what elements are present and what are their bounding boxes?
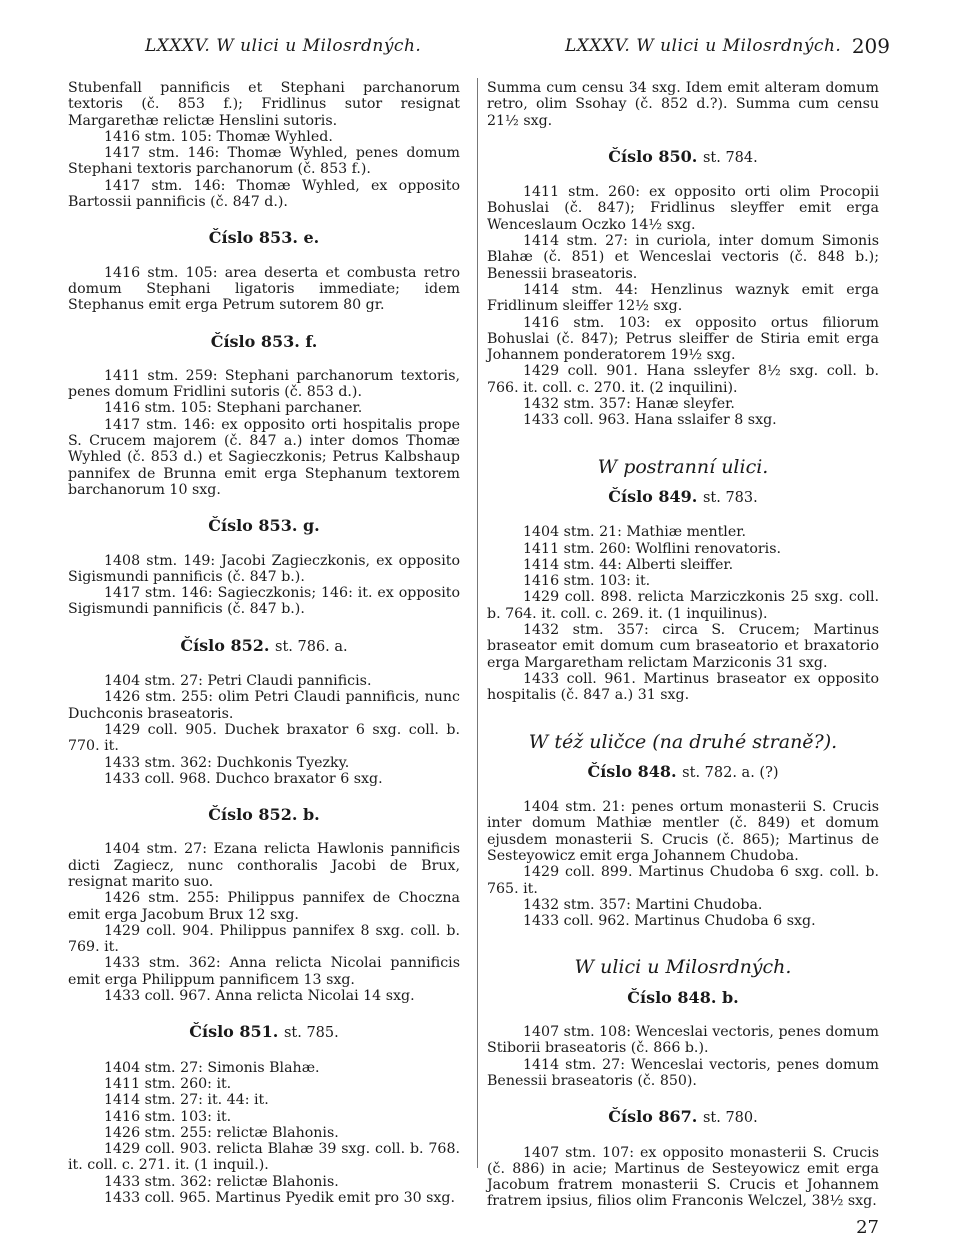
- entry: 1429 coll. 904. Philippus pannifex 8 sxg. coll. b. 769. it.: [68, 922, 460, 956]
- entry: 1417 stm. 146: Sagieczkonis; 146: it. ex opposito Sigismundi pannificis (č. 847 b.).: [68, 585, 460, 618]
- entry: 1433 coll. 961. Martinus braseator ex opposito hospitalis (č. 847 a.) 31 sxg.: [487, 670, 879, 704]
- column-divider: [477, 78, 478, 1168]
- entry: 1414 stm. 27: in curiola, inter domum Simonis Blahæ (č. 851) et Wenceslai vectoris (č. 848 b.); Benessii braseatoris.: [487, 233, 879, 282]
- entry: 1414 stm. 44: Alberti sleiffer.: [523, 556, 734, 573]
- entry: 1404 stm. 27: Ezana relicta Hawlonis pannificis dicti Zagiecz, nunc conthoralis Jacobi de Brux, resignat marito suo.: [68, 841, 460, 890]
- section-heading: [487, 486, 879, 506]
- street-heading: W též uličce (na druhé straně?).: [528, 730, 838, 753]
- street-heading: W ulici u Milosrdných.: [574, 956, 792, 979]
- entry: 1417 stm. 146: Thomæ Wyhled, penes domum Stephani textoris parchanorum (č. 853 f.).: [68, 145, 460, 178]
- entry: 1416 stm. 105: Stephani parchaner.: [104, 400, 363, 417]
- section-number: Číslo 851.: [189, 1022, 279, 1042]
- entry: 1411 stm. 259: Stephani parchanorum textoris, penes domum Fridlini sutoris (č. 853 d.).: [68, 367, 460, 401]
- entry: 1416 stm. 103: ex opposito ortus filiorum Bohuslai (č. 847); Petrus sleiffer de Stiria emit erga Johannem ponderatorem 19½ sxg.: [487, 314, 879, 364]
- entry: 1404 stm. 21: penes ortum monasterii S. Crucis inter domum Mathiæ mentler (č. 849) et domum ejusdem monasterii S. Crucis (č. 865); Martinus de Sesteyowicz emit erga Johannem Chudoba.: [487, 799, 879, 864]
- entry: 1404 stm. 27: Simonis Blahæ.: [104, 1059, 320, 1076]
- section-street-ref: st. 786. a.: [275, 638, 348, 655]
- section-heading: [487, 1109, 879, 1126]
- entry: 1433 stm. 362: relictæ Blahonis.: [104, 1173, 339, 1190]
- section-street-ref: st. 784.: [702, 149, 758, 166]
- entry: 1433 coll. 967. Anna relicta Nicolai 14 sxg.: [104, 988, 415, 1005]
- section-heading: Číslo 853. e.: [208, 228, 320, 248]
- entry: 1432 stm. 357: Hanæ sleyfer.: [523, 396, 735, 413]
- entry: 1414 stm. 27: it. 44: it.: [104, 1092, 269, 1109]
- entry: 1407 stm. 107: ex opposito monasterii S. Crucis (č. 886) in acie; Martinus de Sesteyowicz emit erga Jacobum fratrem monasterii S. Crucis et Johannem fratrem ipsius, filios olim Franconis Welczel, 38½ sxg.: [487, 1144, 879, 1210]
- section-number: Číslo 867.: [608, 1107, 698, 1127]
- section-number: Číslo 848.: [587, 761, 677, 781]
- entry: 1429 coll. 899. Martinus Chudoba 6 sxg. coll. b. 765. it.: [487, 864, 879, 897]
- street-heading: W postranní ulici.: [597, 455, 769, 478]
- entry: 1426 stm. 255: Philippus pannifex de Choczna emit erga Jacobum Brux 12 sxg.: [68, 890, 460, 923]
- entry: 1411 stm. 260: ex opposito orti olim Procopii Bohuslai (č. 847); Fridlinus sleyffer emit erga Wenceslaum Oczko 14½ sxg.: [487, 184, 879, 233]
- entry: 1433 coll. 962. Martinus Chudoba 6 sxg.: [523, 913, 816, 930]
- entry: 1429 coll. 905. Duchek braxator 6 sxg. coll. b. 770. it.: [68, 721, 460, 755]
- section-street-ref: st. 785.: [283, 1025, 339, 1042]
- right-column: [487, 80, 879, 1236]
- entry: 1408 stm. 149: Jacobi Zagieczkonis, ex opposito Sigismundi pannificis (č. 847 b.).: [68, 552, 460, 585]
- header-title-left: LXXXV. W ulici u Milosrdných.: [145, 36, 422, 56]
- signature-mark: 27: [856, 1216, 879, 1238]
- entry: 1433 coll. 968. Duchco braxator 6 sxg.: [104, 770, 383, 787]
- entry: 1411 stm. 260: it.: [104, 1075, 232, 1092]
- section-heading: Číslo 852. b.: [208, 805, 320, 825]
- entry: Stubenfall pannificis et Stephani parchanorum textoris (č. 853 f.); Fridlinus sutor resignat Margarethæ relictæ Henslini sutoris.: [68, 80, 460, 129]
- entry: 1416 stm. 103: it.: [523, 573, 651, 590]
- entry: 1404 stm. 21: Mathiæ mentler.: [523, 524, 746, 541]
- section-number: Číslo 850.: [608, 146, 698, 166]
- section-heading: Číslo 853. g.: [208, 516, 320, 536]
- header-title-right: LXXXV. W ulici u Milosrdných.: [565, 36, 842, 56]
- entry: 1417 stm. 146: Thomæ Wyhled, ex opposito Bartossii pannificis (č. 847 d.).: [68, 177, 460, 211]
- section-heading: Číslo 853. f.: [210, 331, 318, 351]
- entry: 1433 stm. 362: Duchkonis Tyezky.: [104, 754, 350, 771]
- entry: 1411 stm. 260: Wolflini renovatoris.: [523, 540, 782, 557]
- entry: 1433 coll. 963. Hana sslaifer 8 sxg.: [523, 412, 777, 429]
- entry: 1416 stm. 105: Thomæ Wyhled.: [104, 128, 333, 145]
- entry: 1432 stm. 357: Martini Chudoba.: [523, 896, 763, 913]
- section-street-ref: st. 783.: [702, 489, 758, 506]
- section-heading: Číslo 848. b.: [627, 987, 739, 1007]
- entry: 1416 stm. 105: area deserta et combusta retro domum Stephani ligatoris immediate; idem Stephanus emit erga Petrum sutorem 80 gr.: [68, 264, 460, 314]
- section-street-ref: st. 782. a. (?): [682, 764, 779, 781]
- entry: 1414 stm. 27: Wenceslai vectoris, penes domum Benessii braseatoris (č. 850).: [487, 1056, 879, 1089]
- entry: 1426 stm. 255: olim Petri Claudi pannificis, nunc Duchconis braseatoris.: [68, 689, 460, 722]
- entry: 1429 coll. 901. Hana ssleyfer 8½ sxg. coll. b. 766. it. coll. c. 270. it. (2 inquilini).: [487, 363, 879, 396]
- entry: 1433 stm. 362: Anna relicta Nicolai pannificis emit erga Philippum pannificem 13 sxg.: [68, 955, 460, 988]
- entry: 1429 coll. 898. relicta Marziczkonis 25 sxg. coll. b. 764. it. coll. c. 269. it. (1 inquilinus).: [487, 589, 879, 622]
- section-heading: [487, 761, 879, 781]
- left-column: [68, 80, 460, 1206]
- entry: 1426 stm. 255: relictæ Blahonis.: [104, 1124, 339, 1141]
- entry: 1417 stm. 146: ex opposito orti hospitalis prope S. Crucem majorem (č. 847 a.) inter domos Thomæ Wyhled (č. 853 d.) et Sagieczkonis; Petrus Kalbshaup pannifex de Brunna emit erga Stephanum textorem barchanorum 10 sxg.: [68, 416, 460, 498]
- entry: 1429 coll. 903. relicta Blahæ 39 sxg. coll. b. 768. it. coll. c. 271. it. (1 inquil.).: [68, 1141, 460, 1174]
- section-heading: [487, 146, 879, 166]
- page-number: 209: [851, 34, 890, 58]
- entry: 1414 stm. 44: Henzlinus waznyk emit erga Fridlinum sleiffer 12½ sxg.: [487, 281, 879, 315]
- section-number: Číslo 852.: [180, 635, 270, 655]
- section-heading: [68, 1024, 460, 1041]
- section-number: Číslo 849.: [608, 486, 698, 506]
- entry: 1416 stm. 103: it.: [104, 1108, 232, 1125]
- entry: 1433 coll. 965. Martinus Pyedik emit pro 30 sxg.: [104, 1190, 456, 1207]
- section-heading: [68, 635, 460, 655]
- entry: Summa cum censu 34 sxg. Idem emit alteram domum retro, olim Ssohay (č. 852 d.?). Summa cum censu 21½ sxg.: [487, 80, 879, 129]
- entry: 1404 stm. 27: Petri Claudi pannificis.: [104, 673, 372, 690]
- entry: 1407 stm. 108: Wenceslai vectoris, penes domum Stiborii braseatoris (č. 866 b.).: [487, 1024, 879, 1057]
- section-street-ref: st. 780.: [702, 1110, 758, 1127]
- entry: 1432 stm. 357: circa S. Crucem; Martinus braseator emit domum cum braseatorio et braxatorio erga Margaretham relictam Marziconis 31 sxg.: [487, 622, 879, 671]
- running-header: [70, 30, 890, 60]
